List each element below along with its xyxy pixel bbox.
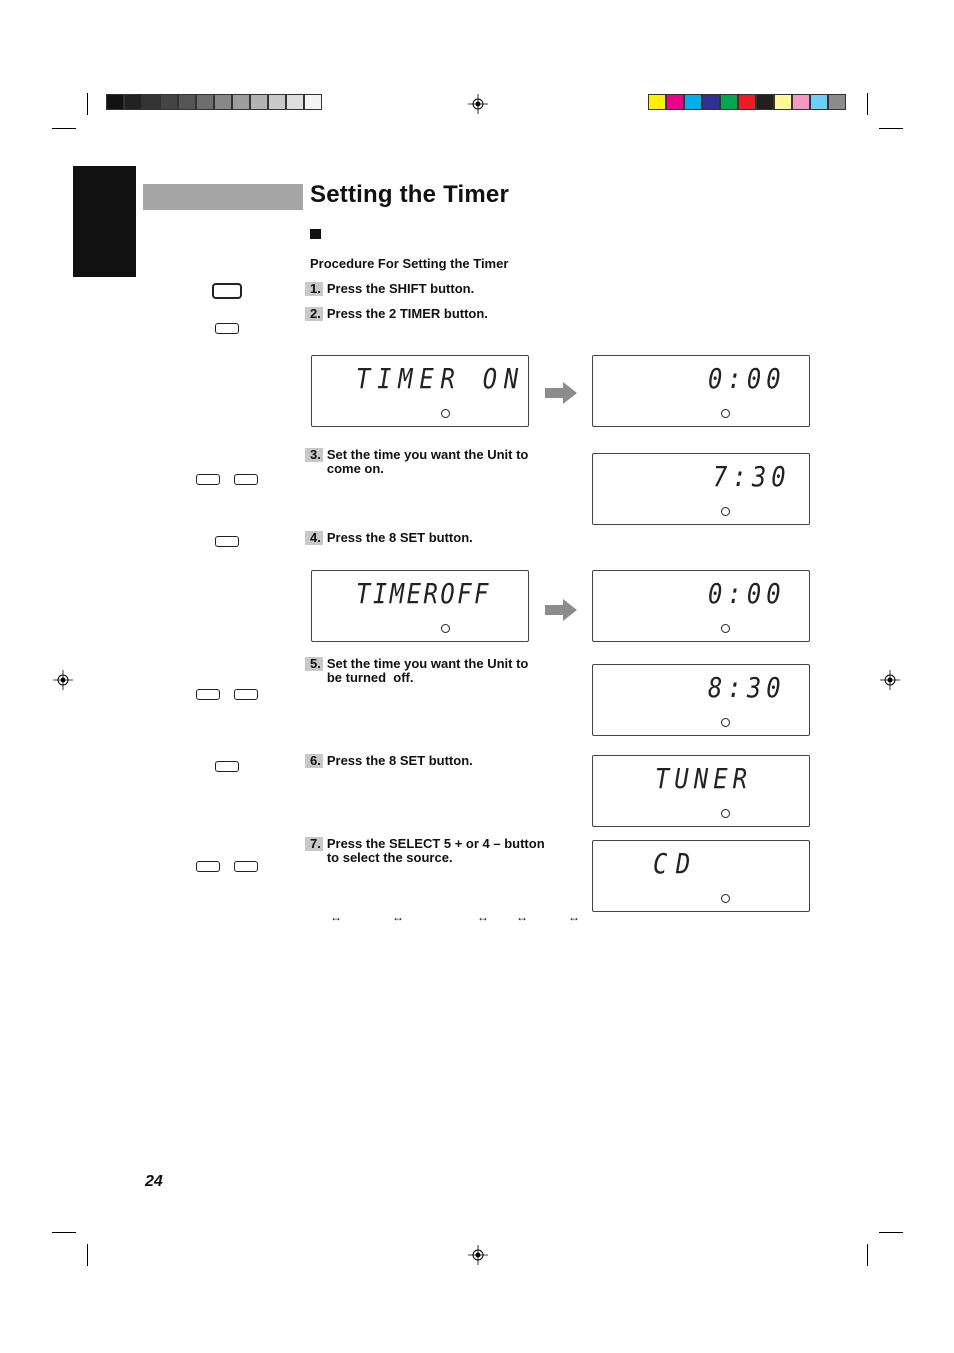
lcd-display	[592, 453, 810, 525]
lcd-display	[592, 355, 810, 427]
clock-icon	[721, 507, 730, 516]
gray-swatch	[304, 94, 322, 110]
arrow-right-icon	[545, 382, 577, 404]
set-button-icon	[215, 536, 239, 547]
number-button-icon	[234, 689, 258, 700]
step-text: Set the time you want the Unit to	[326, 656, 529, 671]
clock-icon	[721, 894, 730, 903]
step-number: 7.	[305, 837, 323, 851]
number-button-icon	[196, 689, 220, 700]
display-text: TIMEROFF	[356, 577, 492, 610]
color-swatch	[702, 94, 720, 110]
gray-swatch	[124, 94, 142, 110]
page-number: 24	[145, 1173, 163, 1190]
gray-swatch	[196, 94, 214, 110]
double-arrow-icon: ↔	[516, 910, 528, 924]
step-text: Press the 8 SET button.	[326, 530, 473, 545]
gray-swatch	[232, 94, 250, 110]
procedure-heading: Procedure For Setting the Timer	[310, 256, 509, 271]
set-button-icon	[215, 761, 239, 772]
number-button-icon	[234, 474, 258, 485]
color-swatch	[720, 94, 738, 110]
lcd-display	[592, 840, 810, 912]
display-text: TUNER	[655, 762, 753, 795]
color-swatch	[738, 94, 756, 110]
step-text: Press the 8 SET button.	[326, 753, 473, 768]
color-swatch	[666, 94, 684, 110]
lcd-display	[592, 570, 810, 642]
display-text: 0:00	[708, 577, 786, 610]
crop-mark	[52, 128, 76, 129]
crop-mark	[867, 1244, 868, 1266]
section-tab	[73, 166, 136, 277]
step-text: come on.	[326, 461, 384, 476]
color-swatch	[756, 94, 774, 110]
color-swatch	[810, 94, 828, 110]
clock-icon	[721, 718, 730, 727]
step-1	[305, 282, 474, 296]
arrow-right-icon	[545, 599, 577, 621]
display-text: TIMER ON	[356, 362, 526, 395]
registration-mark-icon	[468, 94, 488, 114]
color-swatch	[648, 94, 666, 110]
step-number: 1.	[305, 282, 323, 296]
color-swatch	[828, 94, 846, 110]
double-arrow-icon: ↔	[477, 910, 489, 924]
gray-swatch	[178, 94, 196, 110]
step-number: 4.	[305, 531, 323, 545]
shift-button-icon	[212, 283, 242, 299]
color-swatch	[792, 94, 810, 110]
step-text: to select the source.	[326, 850, 453, 865]
page-title: Setting the Timer	[310, 181, 509, 208]
select-minus-button-icon	[234, 861, 258, 872]
step-7	[305, 837, 545, 865]
color-swatch	[774, 94, 792, 110]
timer-button-icon	[215, 323, 239, 334]
step-2	[305, 307, 488, 321]
double-arrow-icon: ↔	[392, 910, 404, 924]
gray-swatch	[106, 94, 124, 110]
display-text: 0:00	[708, 362, 786, 395]
display-text: CD	[653, 847, 699, 880]
gray-swatch	[214, 94, 232, 110]
registration-mark-icon	[880, 670, 900, 690]
registration-mark-icon	[53, 670, 73, 690]
clock-icon	[721, 809, 730, 818]
step-text: Press the SHIFT button.	[326, 281, 475, 296]
grayscale-swatch-bar	[106, 94, 322, 110]
clock-icon	[721, 409, 730, 418]
step-number: 5.	[305, 657, 323, 671]
gray-swatch	[160, 94, 178, 110]
registration-mark-icon	[468, 1245, 488, 1265]
step-text: Set the time you want the Unit to	[326, 447, 529, 462]
crop-mark	[52, 1232, 76, 1233]
color-swatch-bar	[648, 94, 846, 110]
gray-swatch	[286, 94, 304, 110]
lcd-display	[592, 755, 810, 827]
crop-mark	[867, 93, 868, 115]
crop-mark	[879, 1232, 903, 1233]
crop-mark	[87, 1244, 88, 1266]
lcd-display	[592, 664, 810, 736]
display-text: 8:30	[708, 671, 786, 704]
step-3	[305, 448, 528, 476]
gray-swatch	[250, 94, 268, 110]
bullet-square-icon	[310, 229, 321, 239]
step-number: 3.	[305, 448, 323, 462]
display-text: 7:30	[713, 460, 791, 493]
section-header-bar	[143, 184, 303, 210]
number-button-icon	[196, 474, 220, 485]
double-arrow-icon: ↔	[568, 910, 580, 924]
step-4	[305, 531, 473, 545]
clock-icon	[441, 409, 450, 418]
step-5	[305, 657, 528, 685]
step-text: be turned off.	[326, 670, 414, 685]
clock-icon	[721, 624, 730, 633]
lcd-display	[311, 570, 529, 642]
step-number: 6.	[305, 754, 323, 768]
clock-icon	[441, 624, 450, 633]
gray-swatch	[268, 94, 286, 110]
crop-mark	[879, 128, 903, 129]
select-plus-button-icon	[196, 861, 220, 872]
step-number: 2.	[305, 307, 323, 321]
gray-swatch	[142, 94, 160, 110]
step-text: Press the SELECT 5 + or 4 – button	[326, 836, 545, 851]
step-text: Press the 2 TIMER button.	[326, 306, 488, 321]
color-swatch	[684, 94, 702, 110]
crop-mark	[87, 93, 88, 115]
step-6	[305, 754, 473, 768]
double-arrow-icon: ↔	[330, 910, 342, 924]
lcd-display	[311, 355, 529, 427]
